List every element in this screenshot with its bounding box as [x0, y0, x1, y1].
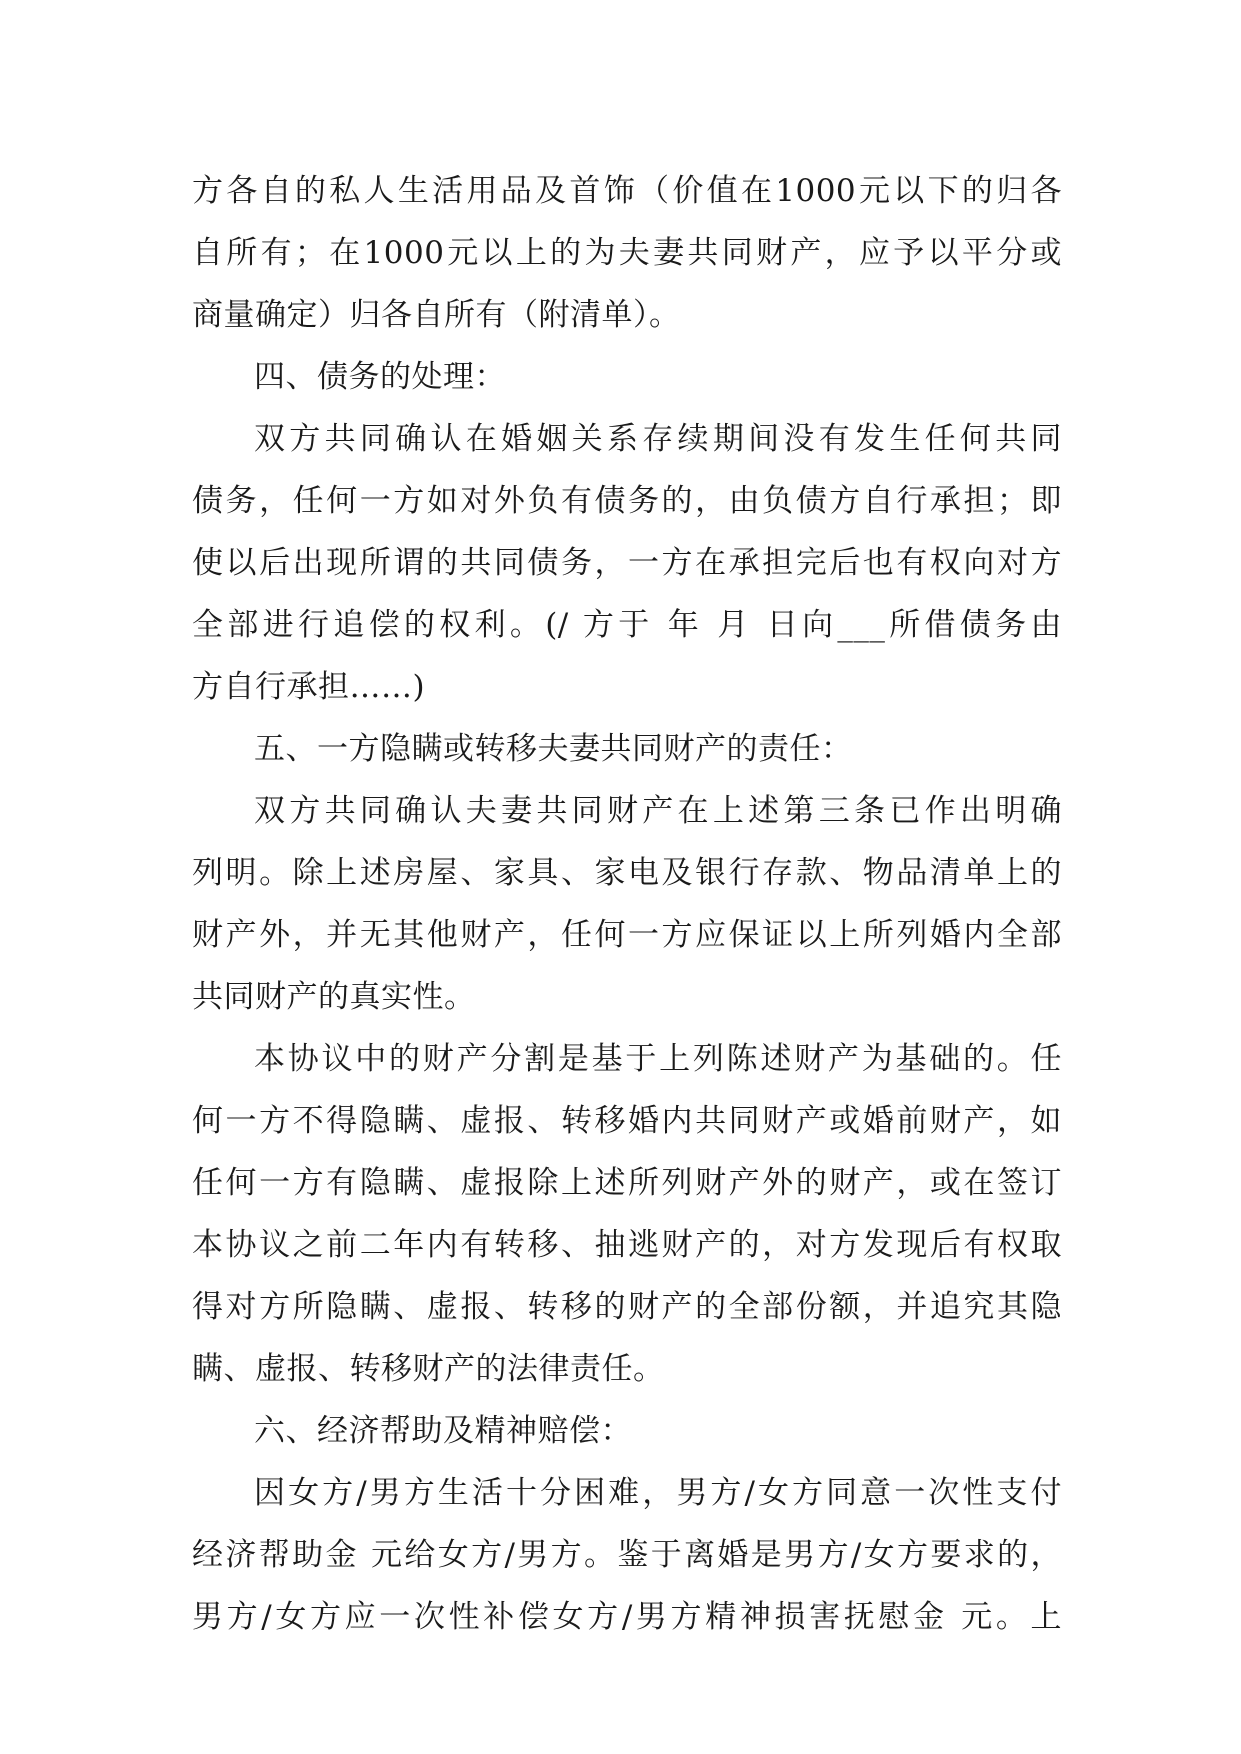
text-line: 共同财产的真实性。: [192, 979, 476, 1015]
text-line: 双方共同确认夫妻共同财产在上述第三条已作出明确: [254, 793, 1062, 829]
text-line: 瞒、虚报、转移财产的法律责任。: [192, 1351, 665, 1387]
text-line: 经济帮助金 元给女方/男方。鉴于离婚是男方/女方要求的，: [192, 1537, 1062, 1573]
text-line: 全部进行追偿的权利。(/ 方于 年 月 日向___所借债务由: [192, 607, 1062, 643]
text-line: 列明。除上述房屋、家具、家电及银行存款、物品清单上的: [192, 855, 1062, 891]
section-heading-concealment: 五、一方隐瞒或转移夫妻共同财产的责任：: [254, 731, 853, 767]
text-line: 因女方/男方生活十分困难，男方/女方同意一次性支付: [254, 1475, 1062, 1511]
section-heading-compensation: 六、经济帮助及精神赔偿：: [254, 1413, 632, 1449]
section-heading-debts: 四、债务的处理：: [254, 359, 506, 395]
text-line: 任何一方有隐瞒、虚报除上述所列财产外的财产，或在签订: [192, 1165, 1062, 1201]
text-line: 何一方不得隐瞒、虚报、转移婚内共同财产或婚前财产，如: [192, 1103, 1062, 1139]
text-line: 自所有；在1000元以上的为夫妻共同财产，应予以平分或: [192, 235, 1062, 271]
document-body: [192, 160, 1062, 1648]
text-line: 债务，任何一方如对外负有债务的，由负债方自行承担；即: [192, 483, 1062, 519]
text-line: 商量确定）归各自所有（附清单）。: [192, 297, 681, 333]
text-line: 本协议之前二年内有转移、抽逃财产的，对方发现后有权取: [192, 1227, 1062, 1263]
text-line: 本协议中的财产分割是基于上列陈述财产为基础的。任: [254, 1041, 1062, 1077]
text-line: 财产外，并无其他财产，任何一方应保证以上所列婚内全部: [192, 917, 1062, 953]
text-line: 使以后出现所谓的共同债务，一方在承担完后也有权向对方: [192, 545, 1062, 581]
text-line: 方各自的私人生活用品及首饰（价值在1000元以下的归各: [192, 173, 1062, 209]
text-line: 男方/女方应一次性补偿女方/男方精神损害抚慰金 元。上: [192, 1599, 1062, 1635]
text-line: 方自行承担……): [192, 669, 426, 705]
text-line: 双方共同确认在婚姻关系存续期间没有发生任何共同: [254, 421, 1062, 457]
text-line: 得对方所隐瞒、虚报、转移的财产的全部份额，并追究其隐: [192, 1289, 1062, 1325]
